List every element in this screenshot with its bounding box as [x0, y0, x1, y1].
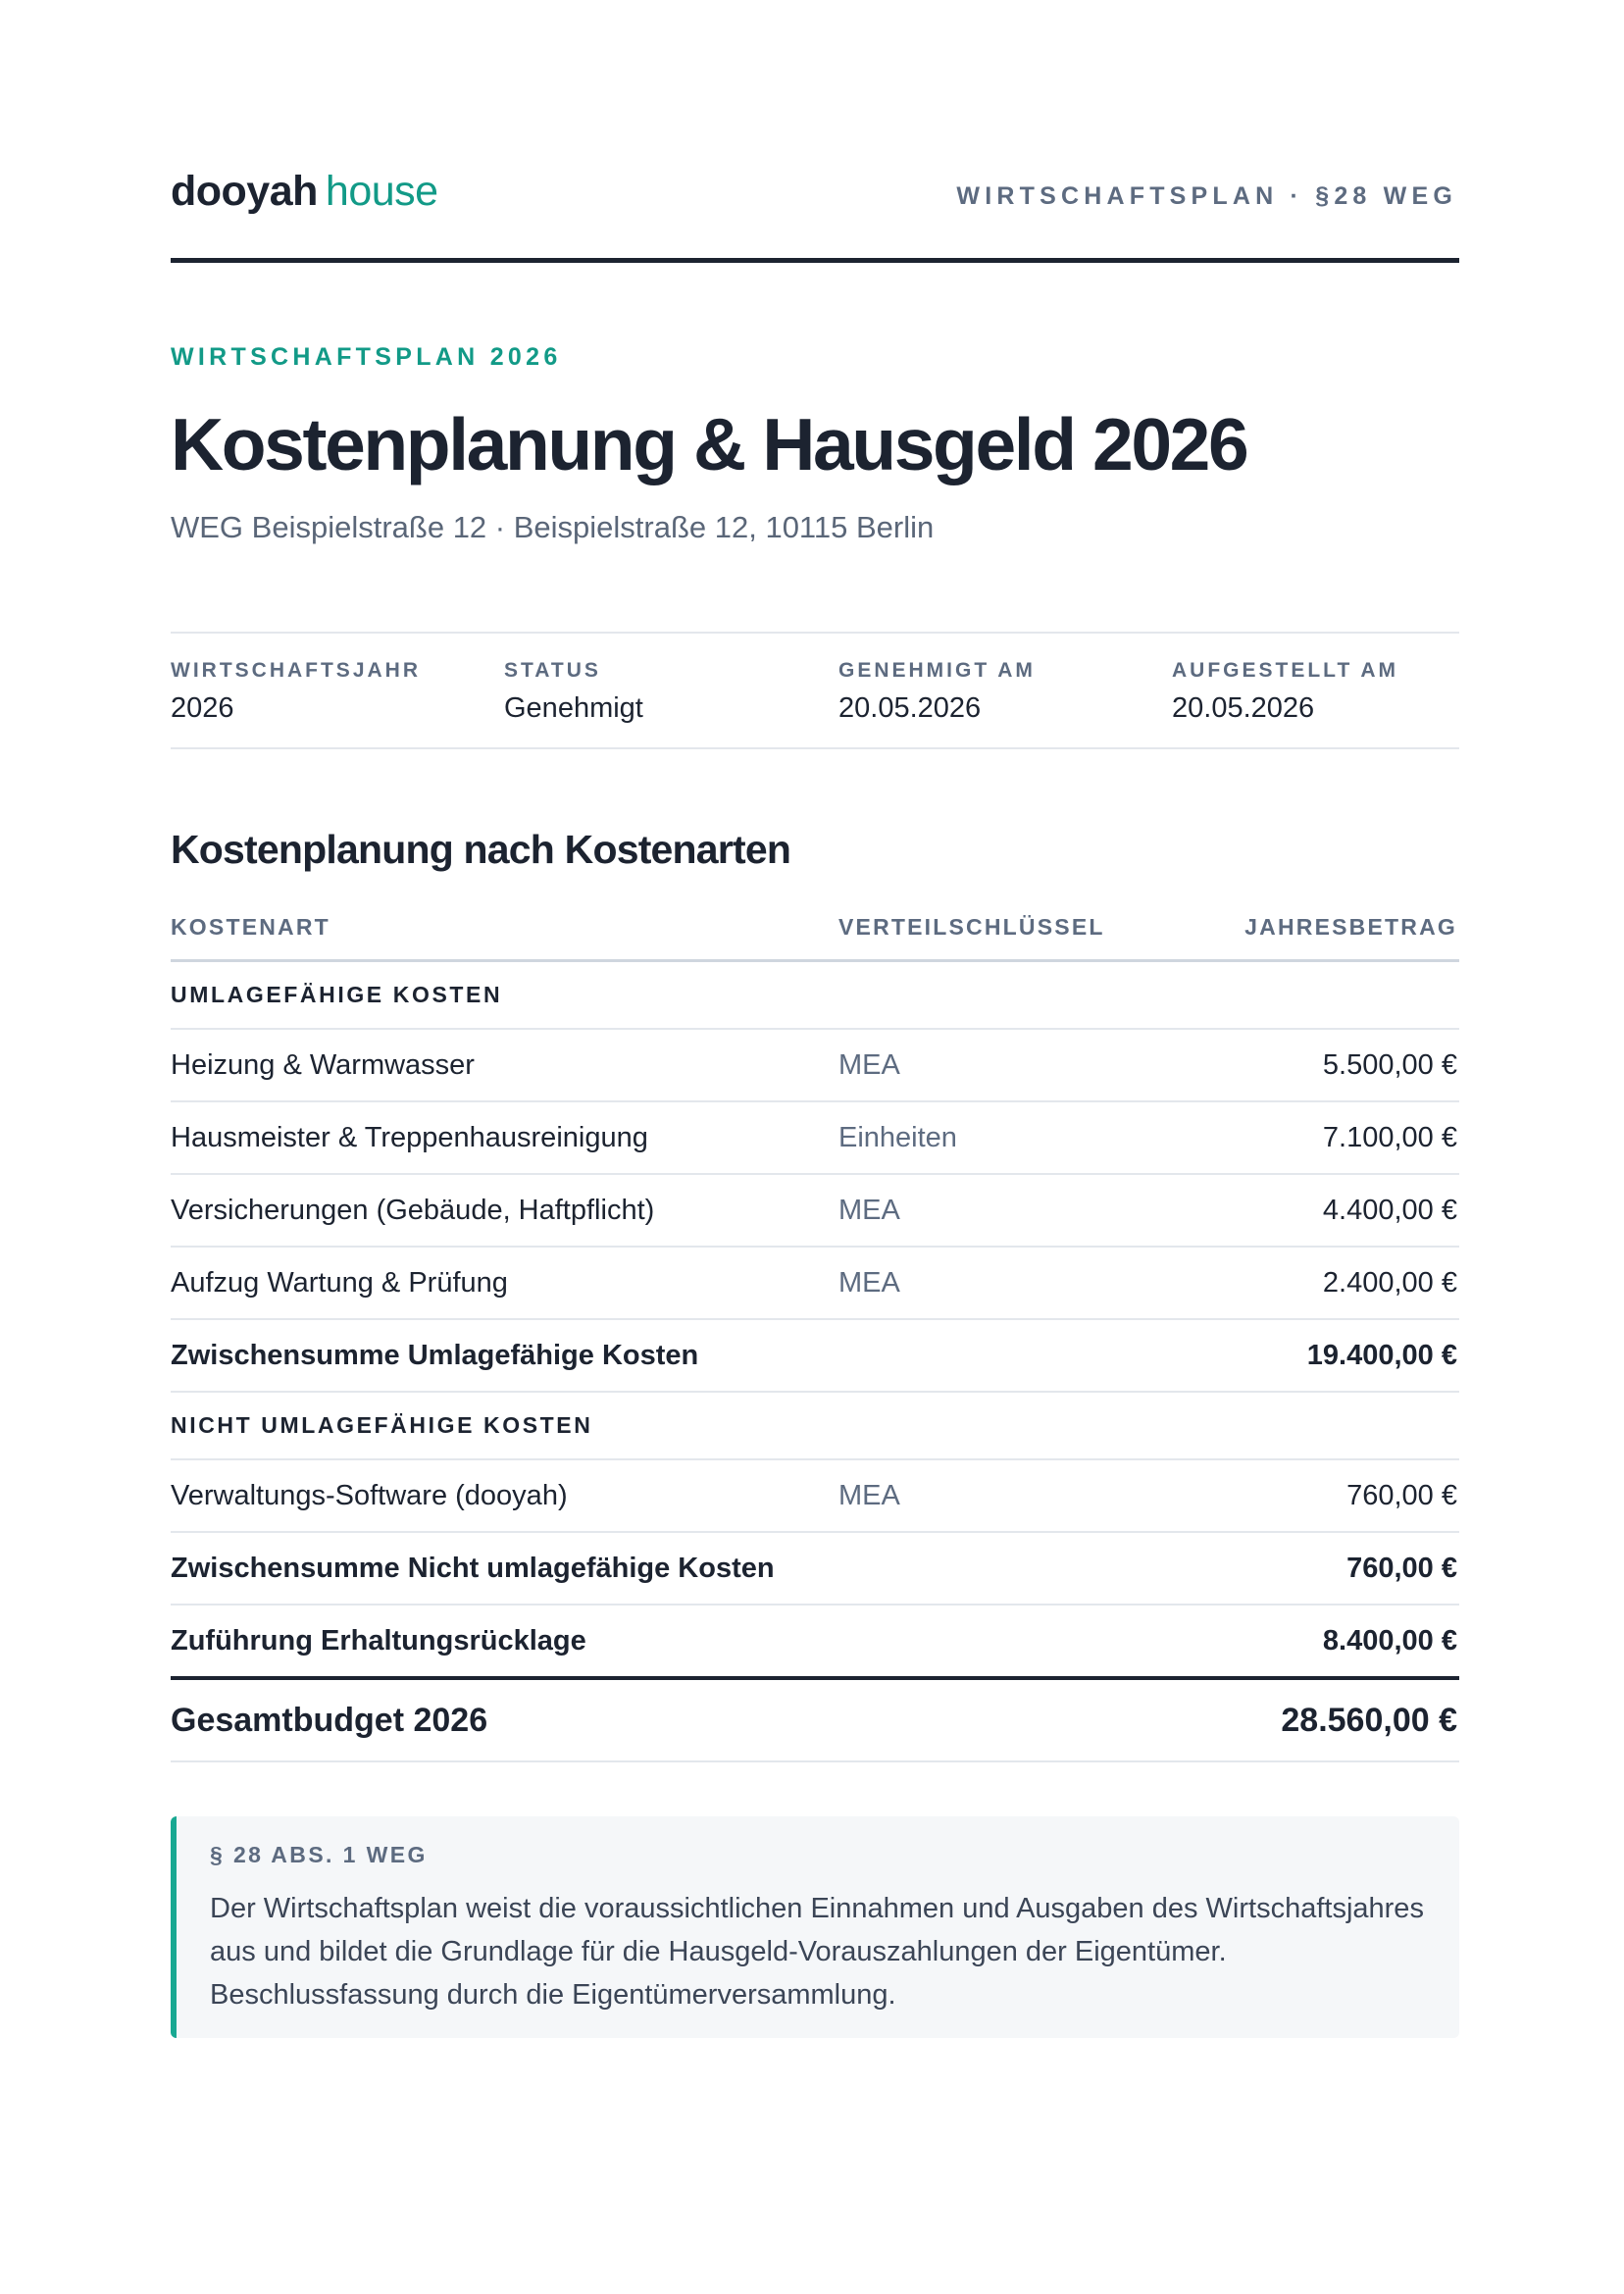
meta-row: [171, 632, 1459, 749]
property-address: WEG Beispielstraße 12 · Beispielstraße 12, 10115 Berlin: [171, 510, 935, 544]
table-row: [171, 1030, 1459, 1102]
logo-brand: dooyah: [171, 168, 318, 215]
header-divider: [171, 258, 1459, 263]
reserve-amount: 8.400,00 €: [1322, 1625, 1457, 1657]
meta-status: [504, 657, 643, 728]
meta-label: GENEHMIGT AM: [838, 659, 1036, 682]
group-label: NICHT UMLAGEFÄHIGE KOSTEN: [171, 1412, 593, 1438]
logo-suffix: house: [325, 168, 438, 215]
group-row-nicht-umlagefaehig: [171, 1393, 1459, 1460]
subtotal-amount: 760,00 €: [1346, 1553, 1457, 1584]
note-accent-bar: [171, 1816, 177, 2038]
meta-label: AUFGESTELLT AM: [1172, 659, 1398, 682]
subtotal-row-nicht-umlagefaehig: [171, 1533, 1459, 1606]
page-header: [171, 165, 1459, 263]
column-header-allocation-key: VERTEILSCHLÜSSEL: [838, 914, 1105, 940]
meta-value: Genehmigt: [504, 692, 643, 724]
annual-amount: 760,00 €: [1346, 1480, 1457, 1511]
meta-fiscal-year: [171, 657, 421, 728]
cost-type: Hausmeister & Treppenhausreinigung: [171, 1122, 648, 1153]
reserve-row: [171, 1606, 1459, 1680]
table-row: [171, 1460, 1459, 1533]
table-row: [171, 1175, 1459, 1248]
column-header-cost-type: KOSTENART: [171, 914, 330, 940]
cost-table: [171, 900, 1459, 1762]
meta-approved-date: [838, 657, 1036, 728]
document-type-label: WIRTSCHAFTSPLAN · §28 WEG: [956, 182, 1457, 210]
cost-type: Verwaltungs-Software (dooyah): [171, 1480, 568, 1511]
legal-note-box: [171, 1816, 1459, 2038]
note-title: § 28 ABS. 1 WEG: [210, 1842, 428, 1867]
page-title: Kostenplanung & Hausgeld 2026: [171, 403, 1247, 485]
subtotal-label: Zwischensumme Nicht umlagefähige Kosten: [171, 1553, 775, 1584]
group-label: UMLAGEFÄHIGE KOSTEN: [171, 982, 503, 1007]
cost-type: Aufzug Wartung & Prüfung: [171, 1267, 508, 1299]
subtotal-label: Zwischensumme Umlagefähige Kosten: [171, 1340, 699, 1371]
eyebrow-label: WIRTSCHAFTSPLAN 2026: [171, 343, 562, 371]
allocation-key: MEA: [838, 1480, 900, 1511]
cost-type: Versicherungen (Gebäude, Haftpflicht): [171, 1195, 655, 1226]
annual-amount: 4.400,00 €: [1322, 1195, 1457, 1226]
meta-value: 20.05.2026: [1172, 692, 1315, 724]
table-row: [171, 1102, 1459, 1175]
allocation-key: MEA: [838, 1195, 900, 1226]
allocation-key: MEA: [838, 1267, 900, 1299]
subtotal-row-umlagefaehig: [171, 1320, 1459, 1393]
reserve-label: Zuführung Erhaltungsrücklage: [171, 1625, 586, 1657]
cost-type: Heizung & Warmwasser: [171, 1049, 475, 1081]
meta-label: WIRTSCHAFTSJAHR: [171, 659, 421, 682]
meta-label: STATUS: [504, 659, 601, 682]
total-label: Gesamtbudget 2026: [171, 1702, 488, 1739]
annual-amount: 2.400,00 €: [1322, 1267, 1457, 1299]
allocation-key: Einheiten: [838, 1122, 957, 1153]
meta-created-date: [1172, 657, 1398, 728]
table-header: [171, 900, 1459, 962]
meta-value: 2026: [171, 692, 234, 724]
annual-amount: 7.100,00 €: [1322, 1122, 1457, 1153]
meta-value: 20.05.2026: [838, 692, 982, 724]
total-amount: 28.560,00 €: [1281, 1702, 1457, 1739]
section-title: Kostenplanung nach Kostenarten: [171, 827, 791, 872]
note-text: Der Wirtschaftsplan weist die voraussichtlichen Einnahmen und Ausgaben des Wirtschaftsjahres aus und bildet die Grundlage für die Hausgeld-Vorauszahlungen der Eigentümer. Beschlussfassung durch die Eigentümerversammlung.: [210, 1893, 1424, 2011]
group-row-umlagefaehig: [171, 962, 1459, 1030]
annual-amount: 5.500,00 €: [1322, 1049, 1457, 1081]
allocation-key: MEA: [838, 1049, 900, 1081]
logo: [171, 165, 438, 218]
total-row: [171, 1680, 1459, 1762]
table-row: [171, 1248, 1459, 1320]
column-header-annual-amount: JAHRESBETRAG: [1244, 914, 1457, 940]
subtotal-amount: 19.400,00 €: [1306, 1340, 1457, 1371]
